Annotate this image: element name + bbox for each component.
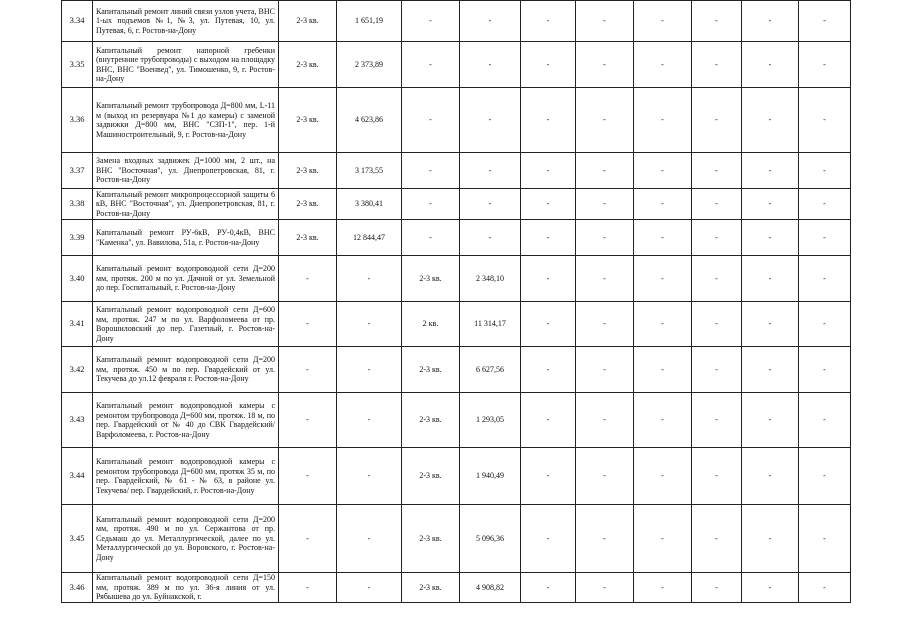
period-col-1: 2-3 кв. [279,220,337,256]
work-description: Капитальный ремонт напорной гребенки (внутренние трубопроводы) с выходом на площадку ВНС, ВНС "Военвед", ул. Тимошенко, 9, г. Ростов-на-Дону [93,42,279,88]
table-row [62,256,851,302]
period-col-1: 2-3 кв. [279,189,337,220]
row-number: 3.39 [62,220,93,256]
period-col-1: 2-3 кв. [279,1,337,42]
value-col-9: - [634,220,692,256]
value-col-12: - [799,1,851,42]
amount-col-2: 1 940,49 [460,448,521,505]
row-number: 3.38 [62,189,93,220]
amount-col-1: - [337,256,402,302]
period-col-2: 2-3 кв. [402,448,460,505]
value-col-10: - [692,448,742,505]
work-description: Капитальный ремонт РУ-6кВ, РУ-0,4кВ, ВНС "Каменка", ул. Вавилова, 51а, г. Ростов-на-Дону [93,220,279,256]
row-number: 3.41 [62,302,93,347]
period-col-1: - [279,448,337,505]
value-col-11: - [742,393,799,448]
amount-col-2: 5 096,36 [460,505,521,573]
value-col-12: - [799,573,851,603]
value-col-11: - [742,256,799,302]
amount-col-1: 3 173,55 [337,153,402,189]
value-col-12: - [799,505,851,573]
period-col-2: - [402,88,460,153]
value-col-11: - [742,347,799,393]
value-col-10: - [692,1,742,42]
value-col-11: - [742,573,799,603]
table-row [62,42,851,88]
amount-col-2: - [460,220,521,256]
value-col-10: - [692,189,742,220]
period-col-1: - [279,256,337,302]
amount-col-1: - [337,573,402,603]
value-col-10: - [692,256,742,302]
table-row [62,505,851,573]
value-col-9: - [634,1,692,42]
value-col-7: - [521,153,576,189]
period-col-2: 2-3 кв. [402,573,460,603]
value-col-7: - [521,448,576,505]
period-col-2: 2-3 кв. [402,393,460,448]
value-col-9: - [634,256,692,302]
value-col-12: - [799,42,851,88]
value-col-10: - [692,42,742,88]
value-col-9: - [634,88,692,153]
value-col-8: - [576,189,634,220]
period-col-2: - [402,1,460,42]
work-description: Капитальный ремонт водопроводной сети Д=200 мм, протяж. 200 м по ул. Дачной от ул. Земельной до пер. Госпитальный, г. Ростов-на-Дону [93,256,279,302]
value-col-7: - [521,1,576,42]
value-col-8: - [576,153,634,189]
value-col-11: - [742,1,799,42]
value-col-9: - [634,302,692,347]
works-table [61,0,851,603]
amount-col-1: - [337,505,402,573]
period-col-1: 2-3 кв. [279,153,337,189]
period-col-1: 2-3 кв. [279,42,337,88]
table-row [62,189,851,220]
row-number: 3.42 [62,347,93,393]
table-row [62,573,851,603]
value-col-8: - [576,256,634,302]
amount-col-1: 1 651,19 [337,1,402,42]
amount-col-2: 1 293,05 [460,393,521,448]
row-number: 3.37 [62,153,93,189]
row-number: 3.35 [62,42,93,88]
amount-col-2: 2 348,10 [460,256,521,302]
value-col-7: - [521,42,576,88]
value-col-11: - [742,505,799,573]
value-col-11: - [742,448,799,505]
value-col-7: - [521,393,576,448]
period-col-2: - [402,189,460,220]
value-col-12: - [799,189,851,220]
value-col-10: - [692,393,742,448]
period-col-2: 2-3 кв. [402,256,460,302]
value-col-10: - [692,302,742,347]
value-col-12: - [799,393,851,448]
amount-col-2: - [460,1,521,42]
table-row [62,88,851,153]
value-col-8: - [576,573,634,603]
value-col-9: - [634,393,692,448]
row-number: 3.45 [62,505,93,573]
value-col-7: - [521,505,576,573]
period-col-2: - [402,42,460,88]
value-col-7: - [521,88,576,153]
value-col-9: - [634,189,692,220]
amount-col-1: - [337,393,402,448]
value-col-11: - [742,42,799,88]
value-col-8: - [576,302,634,347]
value-col-10: - [692,505,742,573]
value-col-12: - [799,153,851,189]
table-row [62,153,851,189]
amount-col-1: - [337,347,402,393]
work-description: Капитальный ремонт водопроводной камеры с ремонтом трубопровода Д=600 мм, протяж 35 м, по пер. Гвардейский, № 61 - № 63, в районе ул. Текучева/ пер. Гвардейский, г. Ростов-на-Дону [93,448,279,505]
value-col-7: - [521,573,576,603]
value-col-10: - [692,220,742,256]
amount-col-2: 6 627,56 [460,347,521,393]
row-number: 3.44 [62,448,93,505]
amount-col-1: 3 380,41 [337,189,402,220]
value-col-9: - [634,573,692,603]
period-col-1: - [279,393,337,448]
value-col-7: - [521,256,576,302]
work-description: Капитальный ремонт водопроводной сети Д=600 мм, протяж. 247 м по ул. Варфоломеева от пр. Ворошиловский до пер. Газетный, г. Ростов-на-Дону [93,302,279,347]
value-col-11: - [742,153,799,189]
period-col-1: - [279,505,337,573]
period-col-2: 2 кв. [402,302,460,347]
value-col-12: - [799,347,851,393]
table-row [62,448,851,505]
amount-col-2: - [460,42,521,88]
value-col-11: - [742,302,799,347]
value-col-10: - [692,88,742,153]
value-col-12: - [799,448,851,505]
work-description: Капитальный ремонт водопроводной сети Д=200 мм, протяж. 450 м по пер. Гвардейский от ул. Текучева до ул.12 февраля г. Ростов-на-Дону [93,347,279,393]
value-col-8: - [576,220,634,256]
work-description: Замена входных задвижек Д=1000 мм, 2 шт., на ВНС "Восточная", ул. Днепропетровская, 81, г. Ростов-на-Дону [93,153,279,189]
period-col-2: - [402,220,460,256]
period-col-1: 2-3 кв. [279,88,337,153]
table-row [62,393,851,448]
value-col-12: - [799,88,851,153]
value-col-8: - [576,88,634,153]
table-row [62,302,851,347]
value-col-9: - [634,505,692,573]
amount-col-1: - [337,448,402,505]
period-col-1: - [279,347,337,393]
amount-col-1: 12 844,47 [337,220,402,256]
value-col-10: - [692,347,742,393]
amount-col-2: - [460,88,521,153]
amount-col-2: - [460,153,521,189]
value-col-9: - [634,42,692,88]
row-number: 3.36 [62,88,93,153]
work-description: Капитальный ремонт водопроводной сети Д=200 мм, протяж. 490 м по ул. Сержантова от пр. Седьмаш до ул. Металлургической, далее по ул. Металлургической до ул. Воровского, г. Ростов-на-Дону [93,505,279,573]
row-number: 3.43 [62,393,93,448]
value-col-12: - [799,220,851,256]
period-col-2: - [402,153,460,189]
value-col-7: - [521,189,576,220]
amount-col-1: - [337,302,402,347]
amount-col-2: 11 314,17 [460,302,521,347]
period-col-2: 2-3 кв. [402,347,460,393]
period-col-2: 2-3 кв. [402,505,460,573]
work-description: Капитальный ремонт водопроводной сети Д=150 мм, протяж. 389 м по ул. 36-я линия от ул. Рябышева до ул. Буйнакской, г. [93,573,279,603]
work-description: Капитальный ремонт линий связи узлов учета, ВНС 1-ых подъемов №1, №3, ул. Путевая, 10, ул. Путевая, 6, г. Ростов-на-Дону [93,1,279,42]
value-col-11: - [742,189,799,220]
work-description: Капитальный ремонт микропроцессорной защиты 6 кВ, ВНС "Восточная", ул. Днепропетровская, 81, г. Ростов-на-Дону [93,189,279,220]
value-col-8: - [576,42,634,88]
row-number: 3.46 [62,573,93,603]
value-col-9: - [634,153,692,189]
value-col-9: - [634,347,692,393]
value-col-8: - [576,505,634,573]
value-col-8: - [576,448,634,505]
work-description: Капитальный ремонт водопроводной камеры с ремонтом трубопровода Д=600 мм, протяж. 18 м, по пер. Гвардейский от № 40 до СВК Гвардейский/Варфоломеева, г. Ростов-на-Дону [93,393,279,448]
period-col-1: - [279,573,337,603]
value-col-8: - [576,347,634,393]
value-col-8: - [576,1,634,42]
row-number: 3.34 [62,1,93,42]
value-col-10: - [692,153,742,189]
value-col-8: - [576,393,634,448]
amount-col-2: - [460,189,521,220]
value-col-9: - [634,448,692,505]
row-number: 3.40 [62,256,93,302]
value-col-12: - [799,302,851,347]
amount-col-2: 4 908,82 [460,573,521,603]
value-col-10: - [692,573,742,603]
value-col-11: - [742,88,799,153]
table-row [62,347,851,393]
table-row [62,1,851,42]
period-col-1: - [279,302,337,347]
value-col-7: - [521,302,576,347]
amount-col-1: 4 623,86 [337,88,402,153]
table-row [62,220,851,256]
value-col-7: - [521,347,576,393]
value-col-12: - [799,256,851,302]
table-body [62,1,851,603]
value-col-7: - [521,220,576,256]
amount-col-1: 2 373,89 [337,42,402,88]
work-description: Капитальный ремонт трубопровода Д=800 мм, L-11 м (выход из резервуара №1 до камеры) с заменой задвижки Д=800 мм, ВНС "СЗП-1", пер. 1-й Машиностроительный, 9, г. Ростов-на-Дону [93,88,279,153]
value-col-11: - [742,220,799,256]
